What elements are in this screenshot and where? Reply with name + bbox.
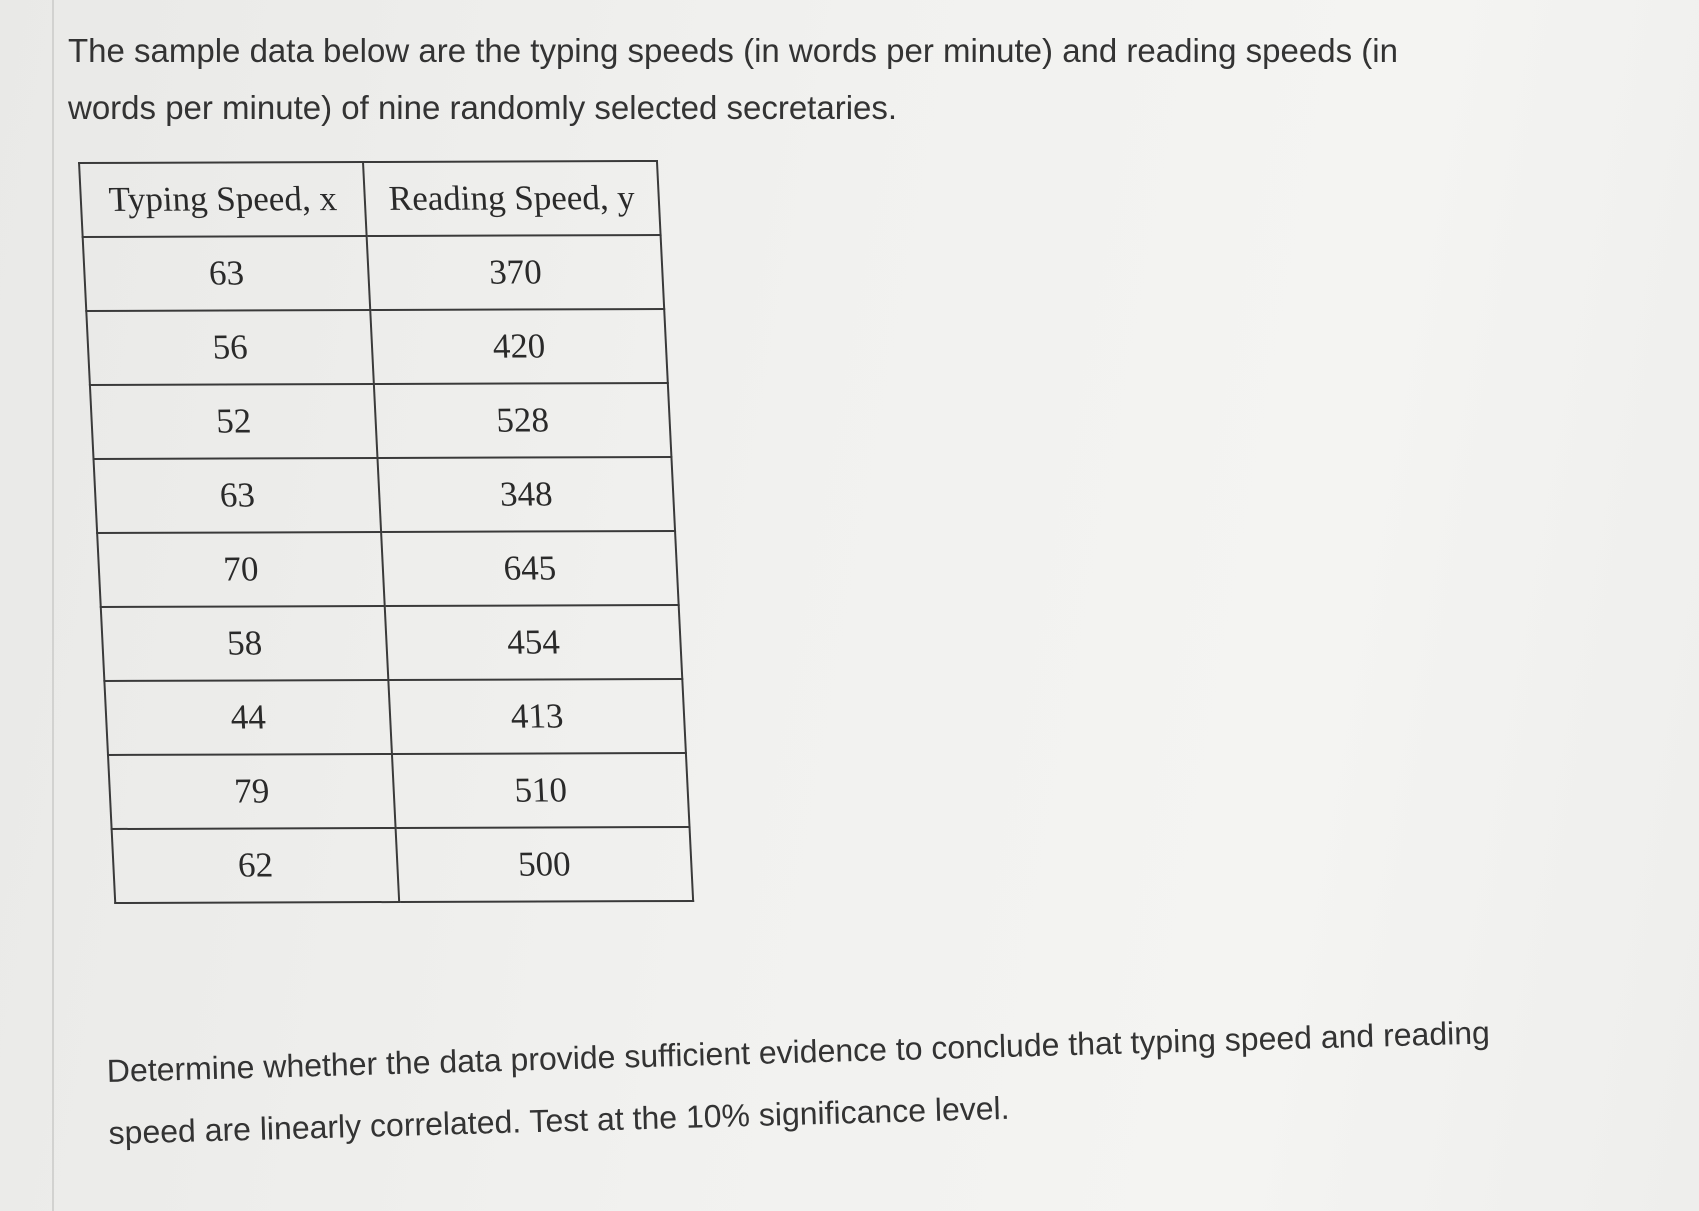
reading-speed-cell: 528: [374, 383, 672, 458]
typing-speed-cell: 52: [90, 384, 378, 459]
reading-speed-cell: 454: [385, 605, 683, 680]
table-row: [90, 383, 672, 459]
reading-speed-header: Reading Speed, y: [363, 161, 661, 236]
data-table: [78, 160, 694, 904]
typing-speed-cell: 79: [108, 754, 396, 829]
table-row: [104, 679, 686, 755]
problem-intro: The sample data below are the typing speeds (in words per minute) and reading speeds (in words per minute) of nine randomly selected secretaries.: [68, 32, 1398, 126]
typing-speed-cell: 62: [112, 828, 400, 903]
reading-speed-cell: 370: [367, 235, 665, 310]
table-row: [108, 753, 690, 829]
reading-speed-cell: 500: [396, 827, 694, 902]
reading-speed-cell: 645: [381, 531, 679, 606]
typing-speed-cell: 56: [86, 310, 374, 385]
data-table-container: [78, 160, 694, 904]
table-row: [112, 827, 694, 903]
table-row: [86, 309, 668, 385]
typing-speed-cell: 58: [101, 606, 389, 681]
reading-speed-cell: 348: [377, 457, 675, 532]
typing-speed-cell: 44: [104, 680, 392, 755]
typing-speed-cell: 63: [94, 458, 382, 533]
table-row: [101, 605, 683, 681]
table-header-row: [79, 161, 661, 237]
typing-speed-cell: 70: [97, 532, 385, 607]
page-left-border: [52, 0, 54, 1211]
table-row: [83, 235, 665, 311]
table-row: [94, 457, 676, 533]
reading-speed-cell: 413: [388, 679, 686, 754]
table-row: [97, 531, 679, 607]
reading-speed-cell: 510: [392, 753, 690, 828]
reading-speed-cell: 420: [370, 309, 668, 384]
typing-speed-header: Typing Speed, x: [79, 162, 367, 237]
problem-question: Determine whether the data provide sufficient evidence to conclude that typing speed and reading speed are linearly correlated. Test at the 10% significance level.: [106, 1014, 1491, 1151]
typing-speed-cell: 63: [83, 236, 371, 311]
